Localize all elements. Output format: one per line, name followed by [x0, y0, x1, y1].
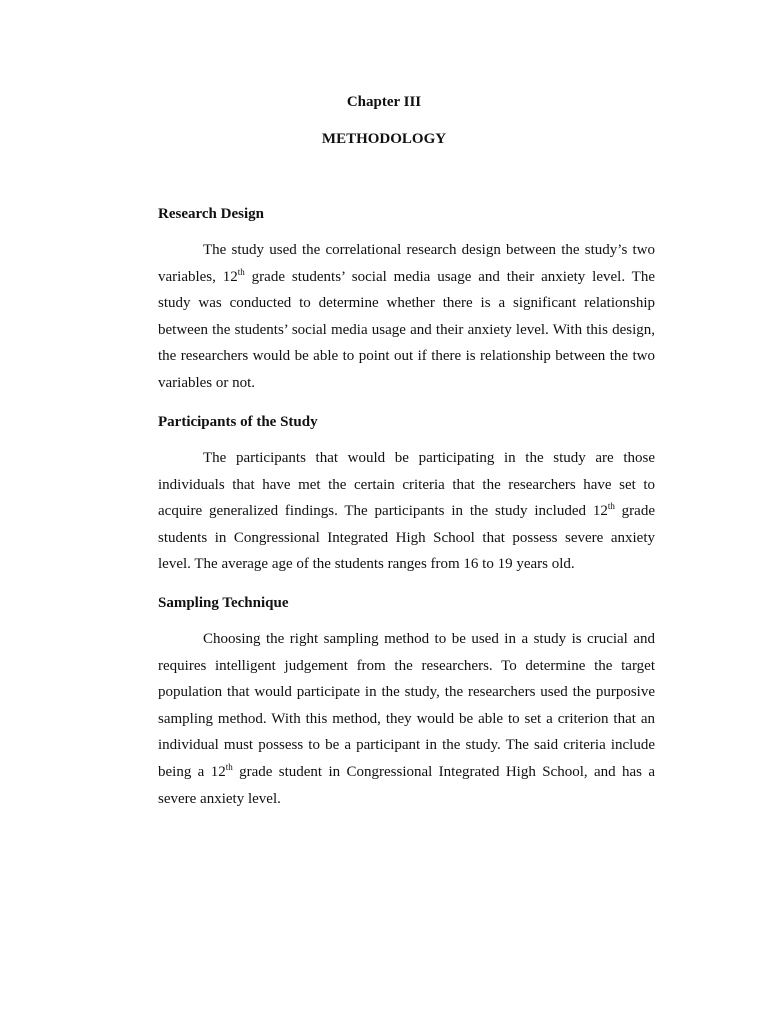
chapter-number: Chapter III [346, 94, 422, 110]
paragraph-participants [158, 445, 655, 578]
ordinal-superscript: th [607, 501, 615, 512]
paragraph-text: grade students in Congressional Integrated High School that possess severe anxiety level. The average age of the students ranges from 16 to 19 years old. [158, 503, 655, 573]
ordinal-superscript: th [237, 266, 245, 277]
paragraph-text: grade student in Congressional Integrated High School, and has a severe anxiety level. [158, 763, 656, 807]
section-heading-sampling: Sampling Technique [158, 595, 289, 611]
paragraph-sampling [158, 626, 655, 812]
paragraph-text: grade students’ social media usage and their anxiety level. The study was conducted to determine whether there is a significant relationship between the students’ social media usage and their anxiety level. With this design, the researchers would be able to point out if there is relationship between the two variables or not. [158, 268, 656, 391]
section-heading-research-design: Research Design [158, 206, 264, 222]
paragraph-research-design [158, 237, 655, 397]
chapter-title: METHODOLOGY [321, 131, 447, 147]
paragraph-text: The participants that would be participating in the study are those individuals that have met the certain criteria that the researchers have set to acquire generalized findings. The participants in the study included 12 [158, 450, 655, 520]
paragraph-text: The study used the correlational research design between the study’s two variables, 12 [158, 242, 655, 285]
paragraph-text: Choosing the right sampling method to be used in a study is crucial and requires intelligent judgement from the researchers. To determine the target population that would participate in the study, the researchers used the purposive sampling method. With this method, they would be able to set a criterion that an individual must possess to be a participant in the study. The said criteria include being a 12 [158, 631, 655, 780]
section-heading-participants: Participants of the Study [158, 414, 318, 430]
ordinal-superscript: th [225, 761, 233, 772]
